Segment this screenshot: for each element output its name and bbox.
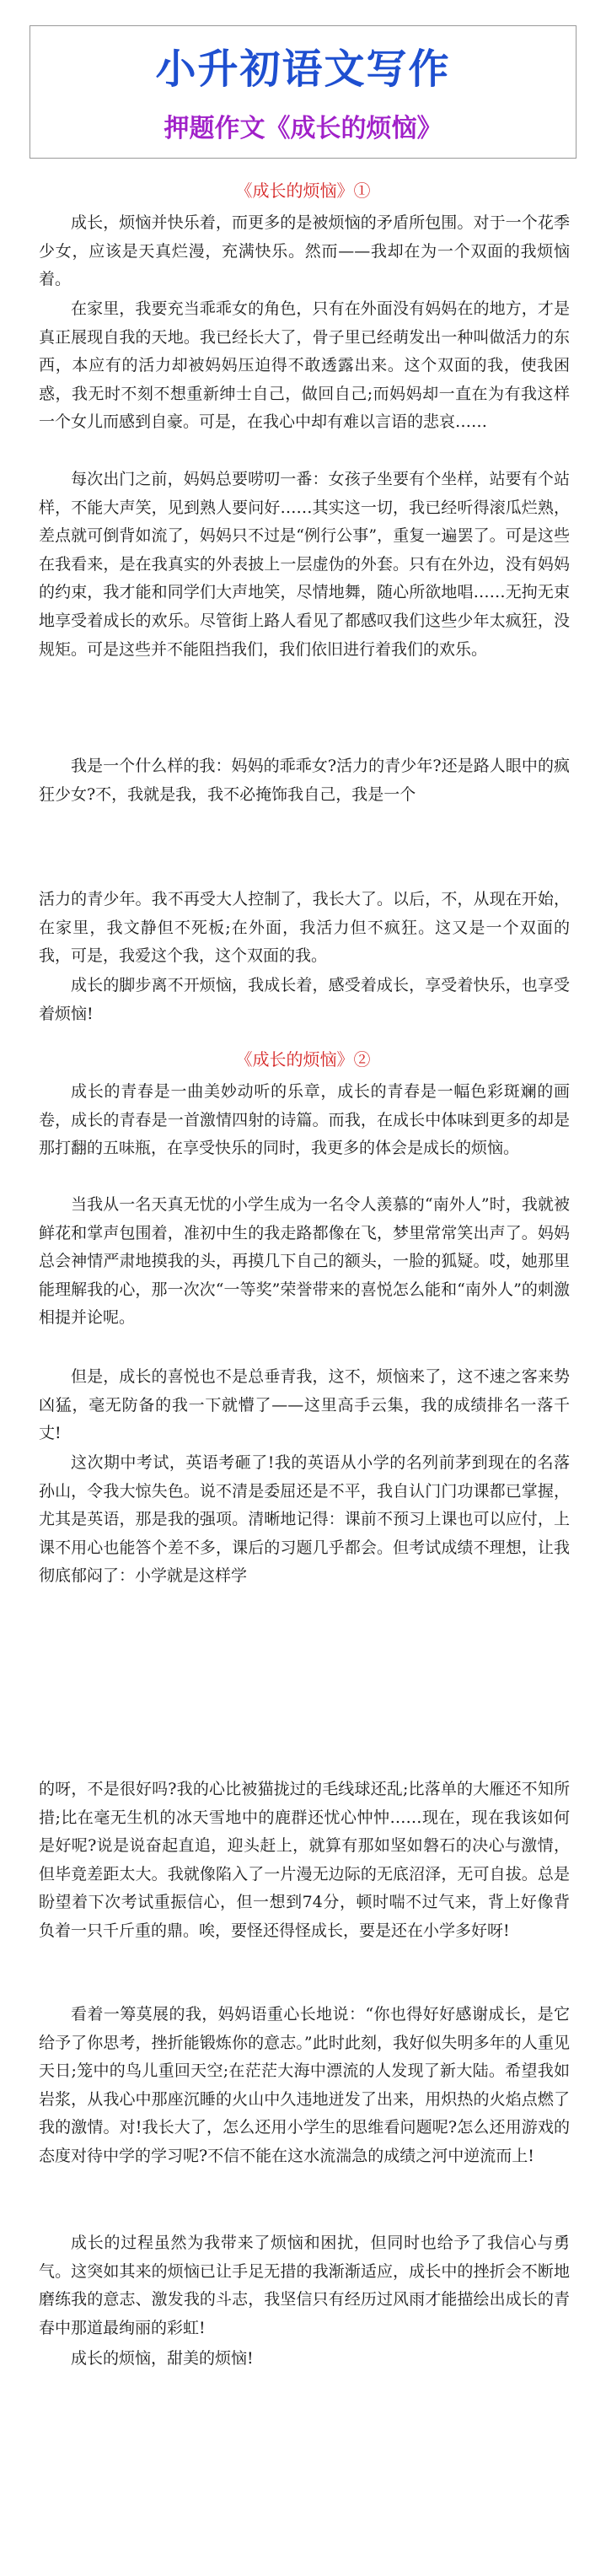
essay-1-paragraph: 成长，烦恼并快乐着，而更多的是被烦恼的矛盾所包围。对于一个花季少女，应该是天真烂漫，充满快乐。然而——我却在为一个双面的我烦恼着。 xyxy=(39,213,570,289)
essay-1-paragraph: 活力的青少年。我不再受大人控制了，我长大了。以后，不，从现在开始，在家里，我文静但不死板;在外面，我活力但不疯狂。这又是一个双面的我，可是，我爱这个我，这个双面的我。 xyxy=(39,890,570,966)
essay-1-paragraph: 成长的脚步离不开烦恼，我成长着，感受着成长，享受着快乐，也享受着烦恼! xyxy=(39,976,570,1023)
essay-2-paragraph: 这次期中考试，英语考砸了!我的英语从小学的名列前茅到现在的名落孙山，令我大惊失色。说不清是委屈还是不平，我自认门门功课都已掌握，尤其是英语，那是我的强项。清晰地记得：课前不预习上课也可以应付，上课不用心也能答个差不多，课后的习题几乎都会。但考试成绩不理想，让我彻底郁闷了：小学就是这样学 xyxy=(39,1453,570,1586)
header-box xyxy=(29,25,577,159)
essay-2-paragraph: 成长的过程虽然为我带来了烦恼和困扰，但同时也给予了我信心与勇气。这突如其来的烦恼已让手足无措的我渐渐适应，成长中的挫折会不断地磨练我的意志、激发我的斗志，我坚信只有经历过风雨才能描绘出成长的青春中那道最绚丽的彩虹! xyxy=(39,2234,570,2337)
essay-2-paragraph: 成长的烦恼，甜美的烦恼! xyxy=(71,2349,254,2368)
essay-2-paragraph: 的呀，不是很好吗?我的心比被猫拢过的毛线球还乱;比落单的大雁还不知所措;比在毫无生机的冰天雪地中的鹿群还忧心忡忡……现在，现在我该如何是好呢?说是说奋起直追，迎头赶上，就算有那如坚如磐石的决心与激情，但毕竟差距太大。我就像陷入了一片漫无边际的无底沼泽，无可自拔。总是盼望着下次考试重振信心，但一想到74分，顿时喘不过气来，背上好像背负着一只千斤重的鼎。唉，要怪还得怪成长，要是还在小学多好呀! xyxy=(39,1780,570,1940)
essay-2-paragraph: 看着一筹莫展的我，妈妈语重心长地说：“你也得好好感谢成长，是它给予了你思考，挫折能锻炼你的意志。”此时此刻，我好似失明多年的人重见天日;笼中的鸟儿重回天空;在茫茫大海中漂流的人发现了新大陆。希望我如岩浆，从我心中那座沉睡的火山中久违地迸发了出来，用炽热的火焰点燃了我的激情。对!我长大了，怎么还用小学生的思维看问题呢?怎么还用游戏的态度对待中学的学习呢?不信不能在这水流湍急的成绩之河中逆流而上! xyxy=(39,2005,570,2165)
essay-2-paragraph: 成长的青春是一曲美妙动听的乐章，成长的青春是一幅色彩斑斓的画卷，成长的青春是一首激情四射的诗篇。而我，在成长中体味到更多的却是那打翻的五味瓶，在享受快乐的同时，我更多的体会是成长的烦恼。 xyxy=(39,1082,570,1158)
essay-1-paragraph: 在家里，我要充当乖乖女的角色，只有在外面没有妈妈在的地方，才是真正展现自我的天地。我已经长大了，骨子里已经萌发出一种叫做活力的东西，本应有的活力却被妈妈压迫得不敢透露出来。这个双面的我，使我困惑，我无时不刻不想重新绅士自己，做回自己;而妈妈却一直在为有我这样一个女儿而感到自豪。可是，在我心中却有难以言语的悲哀…… xyxy=(39,299,570,432)
essay-1-title: 《成长的烦恼》① xyxy=(235,181,371,201)
page-title: 小升初语文写作 xyxy=(155,46,451,93)
essay-2-title: 《成长的烦恼》② xyxy=(235,1049,371,1070)
essay-1-paragraph: 我是一个什么样的我：妈妈的乖乖女?活力的青少年?还是路人眼中的疯狂少女?不，我就是我，我不必掩饰我自己，我是一个 xyxy=(39,757,570,804)
essay-2-paragraph: 当我从一名天真无忧的小学生成为一名令人羡慕的“南外人”时，我就被鲜花和掌声包围着，准初中生的我走路都像在飞，梦里常常笑出声了。妈妈总会神情严肃地摸我的头，再摸几下自己的额头，一脸的狐疑。哎，她那里能理解我的心，那一次次“一等奖”荣誉带来的喜悦怎么能和“南外人”的刺激相提并论呢。 xyxy=(39,1195,570,1328)
essay-1-paragraph: 每次出门之前，妈妈总要唠叨一番：女孩子坐要有个坐样，站要有个站样，不能大声笑，见到熟人要问好……其实这一切，我已经听得滚瓜烂熟，差点就可倒背如流了，妈妈只不过是“例行公事”，重复一遍罢了。可是这些在我看来，是在我真实的外表披上一层虚伪的外套。只有在外边，没有妈妈的约束，我才能和同学们大声地笑，尽情地舞，随心所欲地唱……无拘无束地享受着成长的欢乐。尽管街上路人看见了都感叹我们这些少年太疯狂，没规矩。可是这些并不能阻挡我们，我们依旧进行着我们的欢乐。 xyxy=(39,470,570,659)
page-subtitle: 押题作文《成长的烦恼》 xyxy=(164,114,442,143)
essay-2-paragraph: 但是，成长的喜悦也不是总垂青我，这不，烦恼来了，这不速之客来势凶猛，毫无防备的我一下就懵了——这里高手云集，我的成绩排名一落千丈! xyxy=(39,1367,570,1443)
